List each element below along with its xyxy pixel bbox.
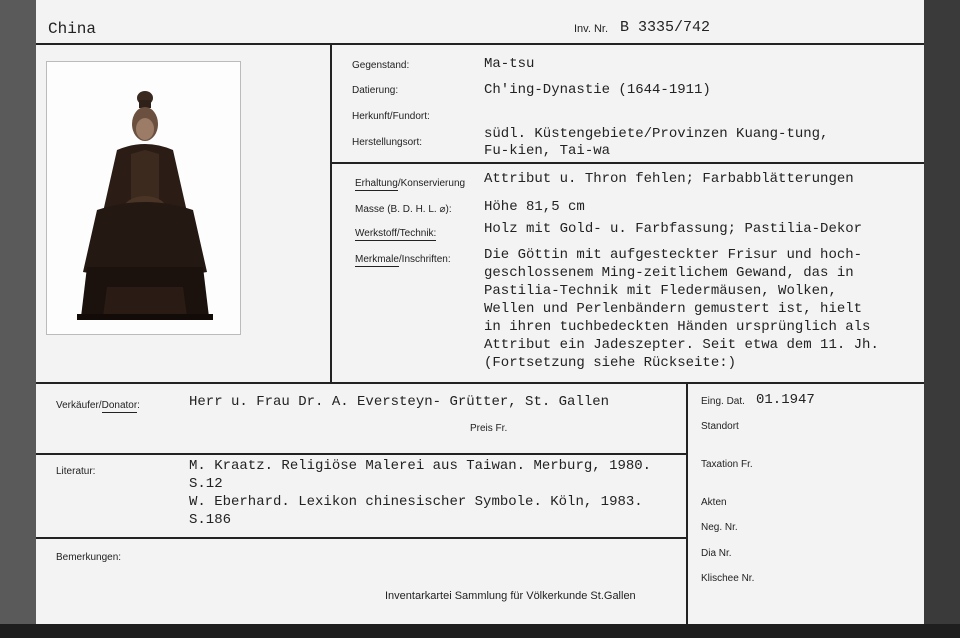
merkmale-label xyxy=(355,254,451,265)
merkmale-line-6: Attribut ein Jadeszepter. Seit etwa dem 11. Jh. xyxy=(484,337,879,353)
bemerkungen-label: Bemerkungen: xyxy=(56,552,122,563)
datierung-label: Datierung: xyxy=(352,85,399,96)
merkmale-line-1: Die Göttin mit aufgesteckter Frisur und hoch- xyxy=(484,247,863,263)
eing-dat-label: Eing. Dat. xyxy=(701,396,745,407)
erhaltung-label-main: Erhaltung xyxy=(355,178,398,189)
scan-left-edge xyxy=(0,0,36,638)
masse-value: Höhe 81,5 cm xyxy=(484,199,585,215)
donor-label-c: : xyxy=(137,400,140,411)
donor-value: Herr u. Frau Dr. A. Eversteyn- Grütter, St. Gallen xyxy=(189,394,610,410)
merkmale-label-suffix: /Inschriften: xyxy=(398,254,451,265)
photo-divider xyxy=(330,43,332,383)
inv-number: B 3335/742 xyxy=(620,19,711,36)
erhaltung-rule xyxy=(331,162,924,164)
eing-dat-value: 01.1947 xyxy=(756,392,815,408)
herstellungsort-label: Herstellungsort: xyxy=(352,137,423,148)
herstellungsort-line-1: südl. Küstengebiete/Provinzen Kuang-tung, xyxy=(484,126,829,142)
literatur-line-4: S.186 xyxy=(189,512,232,528)
literatur-rule xyxy=(36,537,687,539)
akten-label: Akten xyxy=(701,497,727,508)
literatur-label: Literatur: xyxy=(56,466,96,477)
erhaltung-value: Attribut u. Thron fehlen; Farbabblätterungen xyxy=(484,171,854,187)
klischee-nr-label: Klischee Nr. xyxy=(701,573,755,584)
erhaltung-label xyxy=(355,178,465,189)
erhaltung-label-suffix: /Konservierung xyxy=(397,178,466,189)
donor-label-a: Verkäufer/ xyxy=(56,400,102,411)
scan-bottom-edge xyxy=(0,624,960,638)
merkmale-label-main: Merkmale xyxy=(355,254,399,265)
herkunft-label: Herkunft/Fundort: xyxy=(352,111,430,122)
dia-nr-label: Dia Nr. xyxy=(701,548,732,559)
werkstoff-label xyxy=(355,228,436,239)
merkmale-line-3: Pastilia-Technik mit Fledermäusen, Wolken, xyxy=(484,283,837,299)
literatur-line-1: M. Kraatz. Religiöse Malerei aus Taiwan. Merburg, 1980. xyxy=(189,458,652,474)
merkmale-line-5: in ihren tuchbedeckten Händen ursprünglich als xyxy=(484,319,871,335)
scan-right-edge xyxy=(924,0,960,638)
seated-goddess-figure xyxy=(47,62,240,334)
header-rule xyxy=(36,43,924,45)
literatur-line-3: W. Eberhard. Lexikon chinesischer Symbole. Köln, 1983. xyxy=(189,494,643,510)
literatur-line-2: S.12 xyxy=(189,476,223,492)
card-footer: Inventarkartei Sammlung für Völkerkunde St.Gallen xyxy=(385,590,636,602)
country-label: China xyxy=(48,20,97,38)
donor-label-b: Donator xyxy=(101,400,138,411)
right-column-divider xyxy=(686,382,688,624)
inv-nr-label: Inv. Nr. xyxy=(574,23,609,35)
gegenstand-label: Gegenstand: xyxy=(352,60,410,71)
donor-label xyxy=(56,400,140,411)
main-rule xyxy=(36,382,924,384)
masse-label: Masse (B. D. H. L. ⌀): xyxy=(355,204,452,215)
herstellungsort-line-2: Fu-kien, Tai-wa xyxy=(484,143,611,159)
werkstoff-label-text: Werkstoff/Technik: xyxy=(355,228,437,239)
datierung-value: Ch'ing-Dynastie (1644-1911) xyxy=(484,82,711,98)
inventory-card xyxy=(36,0,924,624)
gegenstand-value: Ma-tsu xyxy=(484,56,535,72)
merkmale-line-4: Wellen und Perlenbändern gemustert ist, hielt xyxy=(484,301,863,317)
preis-label: Preis Fr. xyxy=(470,423,508,434)
taxation-label: Taxation Fr. xyxy=(701,459,753,470)
donor-rule xyxy=(36,453,687,455)
object-photo xyxy=(46,61,241,335)
merkmale-line-7: (Fortsetzung siehe Rückseite:) xyxy=(484,355,737,371)
neg-nr-label: Neg. Nr. xyxy=(701,522,738,533)
standort-label: Standort xyxy=(701,421,739,432)
merkmale-line-2: geschlossenem Ming-zeitlichem Gewand, das in xyxy=(484,265,854,281)
werkstoff-value: Holz mit Gold- u. Farbfassung; Pastilia-Dekor xyxy=(484,221,863,237)
